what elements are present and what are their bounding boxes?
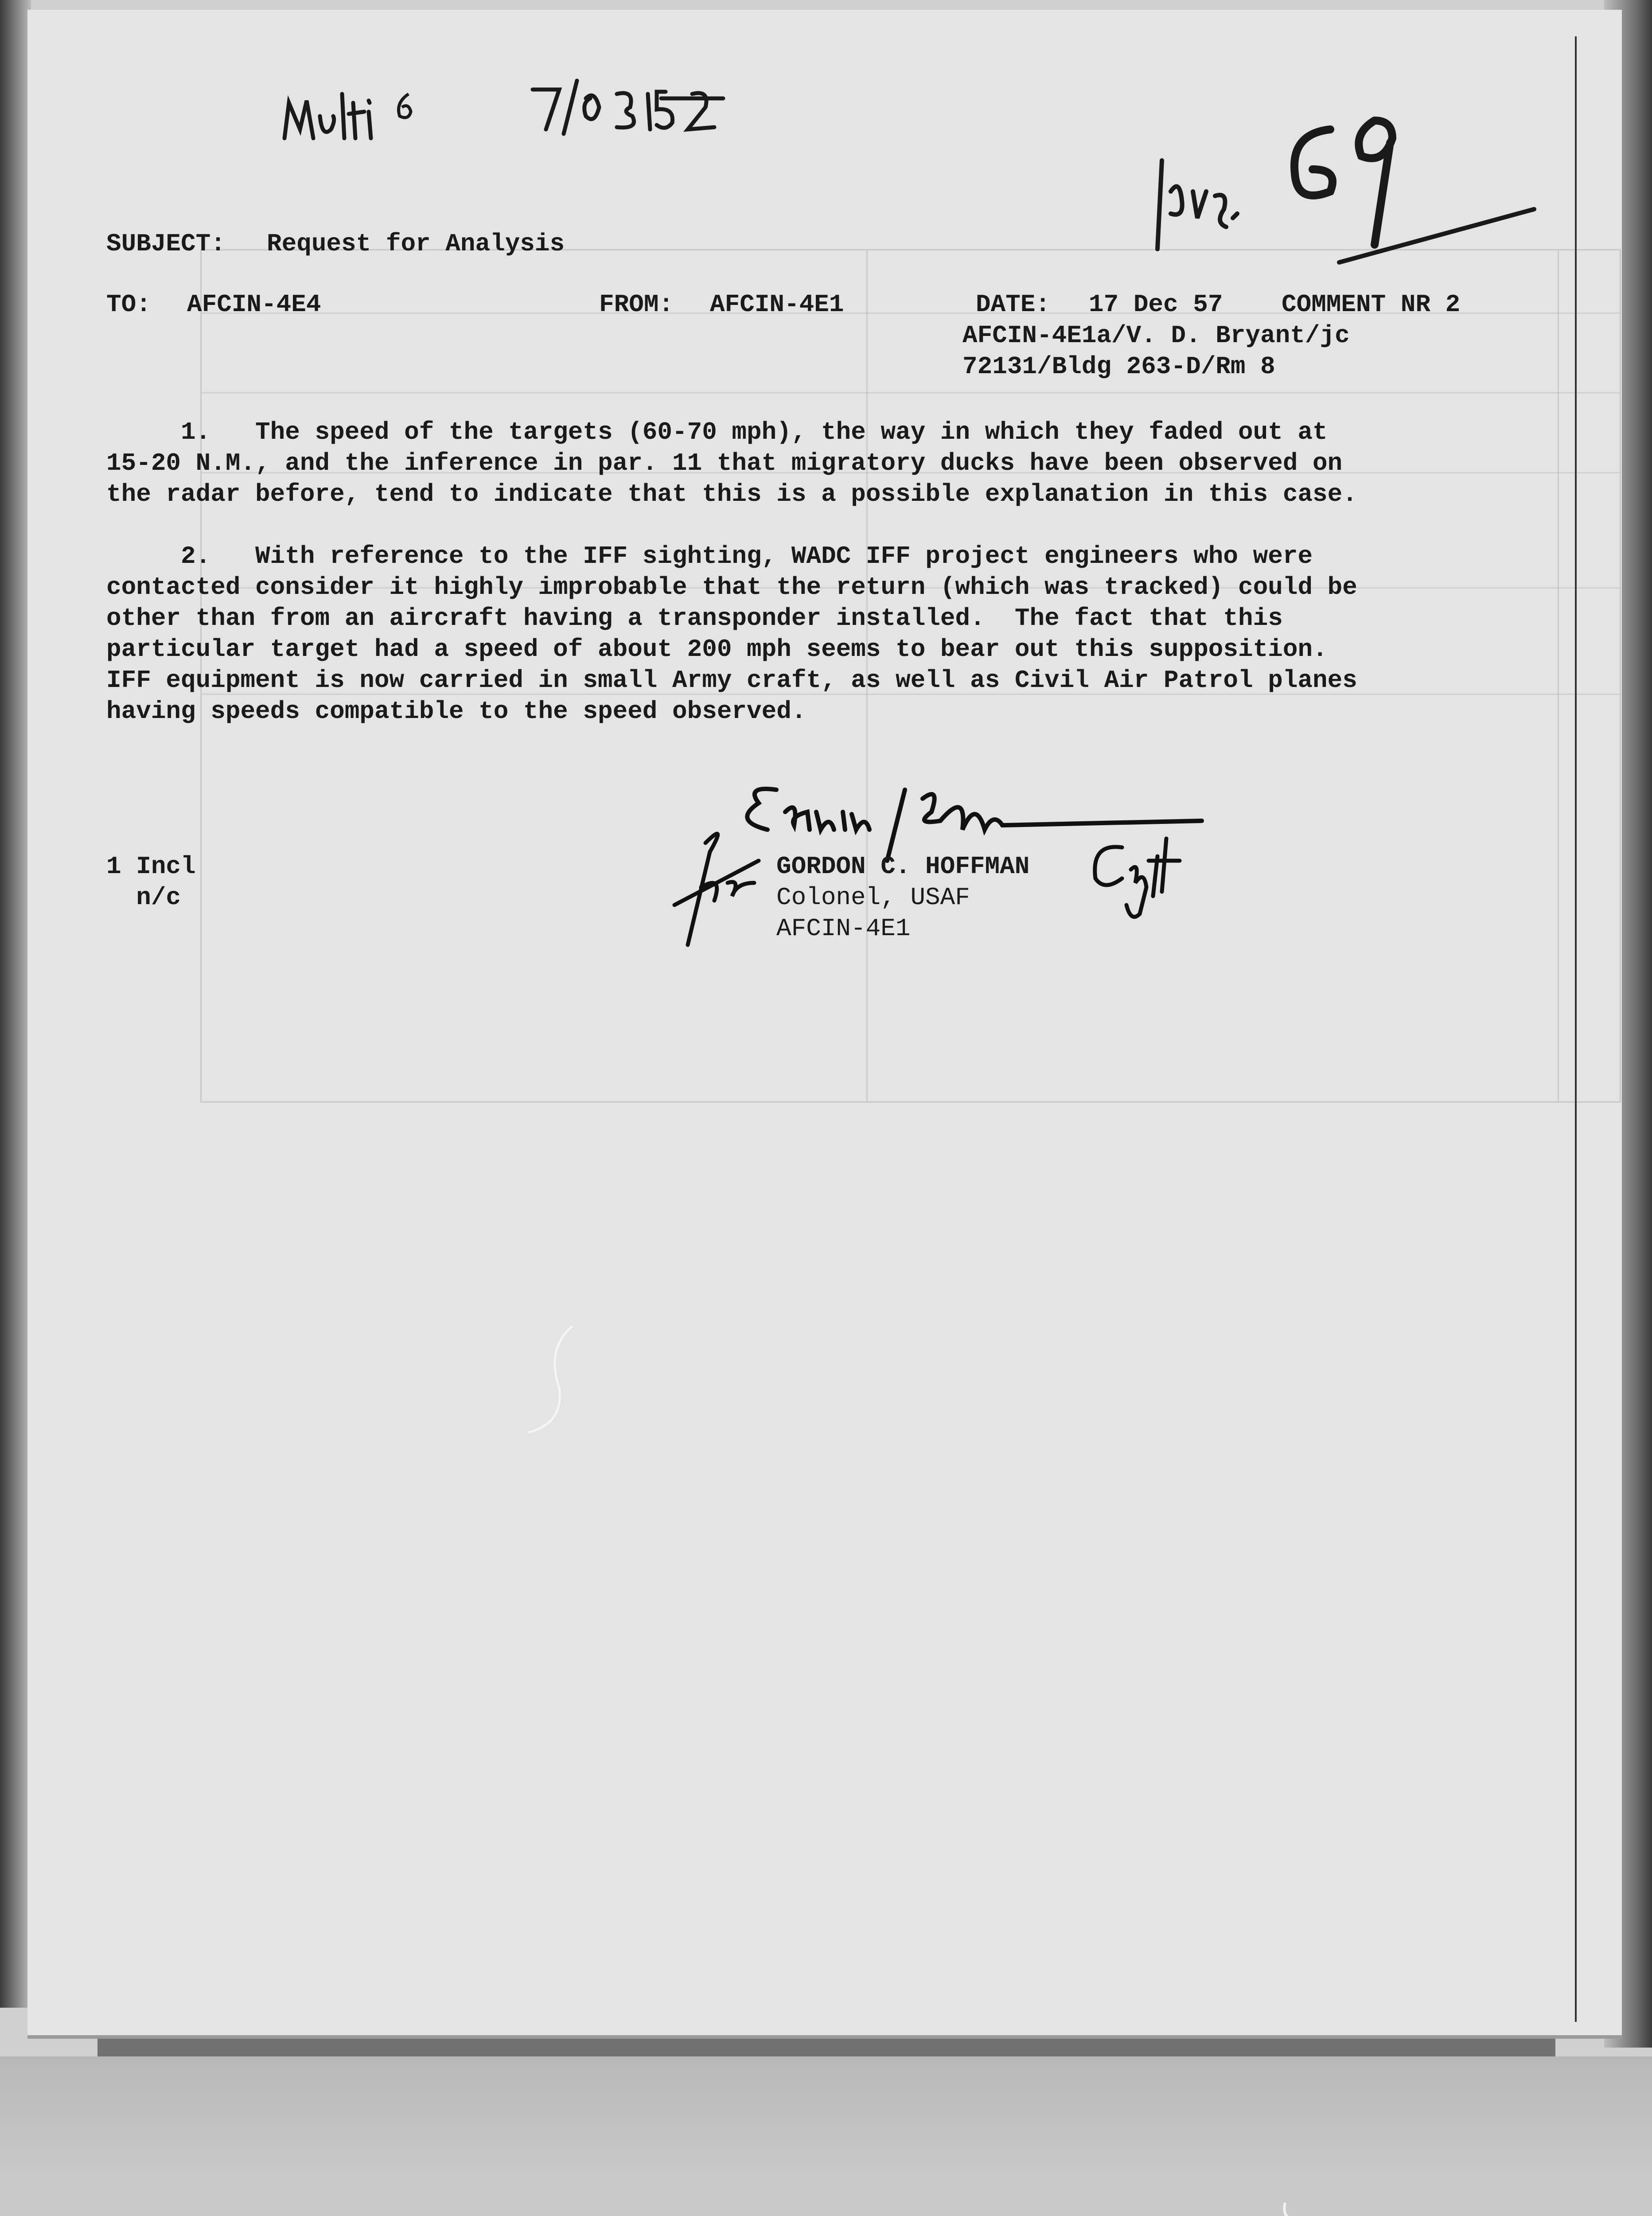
paragraph-1-line: 15-20 N.M., and the inference in par. 11 that migratory ducks have been observed on xyxy=(106,449,1343,477)
comment-number: COMMENT NR 2 xyxy=(1282,290,1461,319)
from-value: AFCIN-4E1 xyxy=(710,290,844,319)
routing-line-2: 72131/Bldg 263-D/Rm 8 xyxy=(962,352,1275,381)
handwriting-top-number xyxy=(528,72,803,143)
paragraph-2-line: having speeds compatible to the speed observed. xyxy=(106,697,807,726)
subject-text: Request for Analysis xyxy=(267,230,565,258)
to-label: TO: xyxy=(106,290,151,319)
inclosure-line-1: 1 Incl xyxy=(106,852,196,881)
inclosure-line-2: n/c xyxy=(106,883,181,912)
from-label: FROM: xyxy=(599,290,674,319)
scan-mark-lower xyxy=(1276,2198,1338,2216)
paragraph-2-line: other than from an aircraft having a transponder installed. The fact that this xyxy=(106,604,1283,632)
to-value: AFCIN-4E4 xyxy=(187,290,321,319)
scan-mark xyxy=(519,1322,581,1446)
handwriting-top-left xyxy=(276,76,506,165)
subject-label: SUBJECT: xyxy=(106,230,226,258)
paragraph-2-line: IFF equipment is now carried in small Army craft, as well as Civil Air Patrol planes xyxy=(106,666,1357,694)
paragraph-1 xyxy=(106,417,1357,510)
page-right-rule xyxy=(1575,36,1577,2022)
scan-edge-left xyxy=(0,0,31,2008)
handwriting-top-right xyxy=(1144,103,1570,289)
signer-office: AFCIN-4E1 xyxy=(776,914,911,943)
paragraph-2-line: contacted consider it highly improbable that the return (which was tracked) could be xyxy=(106,573,1357,601)
paragraph-2-line: particular target had a speed of about 200 mph seems to bear out this supposition. xyxy=(106,635,1328,663)
paragraph-2-line: 2. With reference to the IFF sighting, WADC IFF project engineers who were xyxy=(106,542,1313,570)
paragraph-2 xyxy=(106,541,1357,727)
date-value: 17 Dec 57 xyxy=(1089,290,1223,319)
paragraph-1-line: the radar before, tend to indicate that this is a possible explanation in this case. xyxy=(106,480,1357,508)
date-label: DATE: xyxy=(976,290,1051,319)
routing-line-1: AFCIN-4E1a/V. D. Bryant/jc xyxy=(962,321,1350,350)
signer-rank: Colonel, USAF xyxy=(776,883,970,912)
signer-name: GORDON C. HOFFMAN xyxy=(776,852,1030,881)
paragraph-1-line: 1. The speed of the targets (60-70 mph), the way in which they faded out at xyxy=(106,418,1328,446)
document-page xyxy=(27,10,1622,2035)
paper-shadow xyxy=(97,2039,1555,2056)
scan-lower-band xyxy=(0,2056,1652,2216)
